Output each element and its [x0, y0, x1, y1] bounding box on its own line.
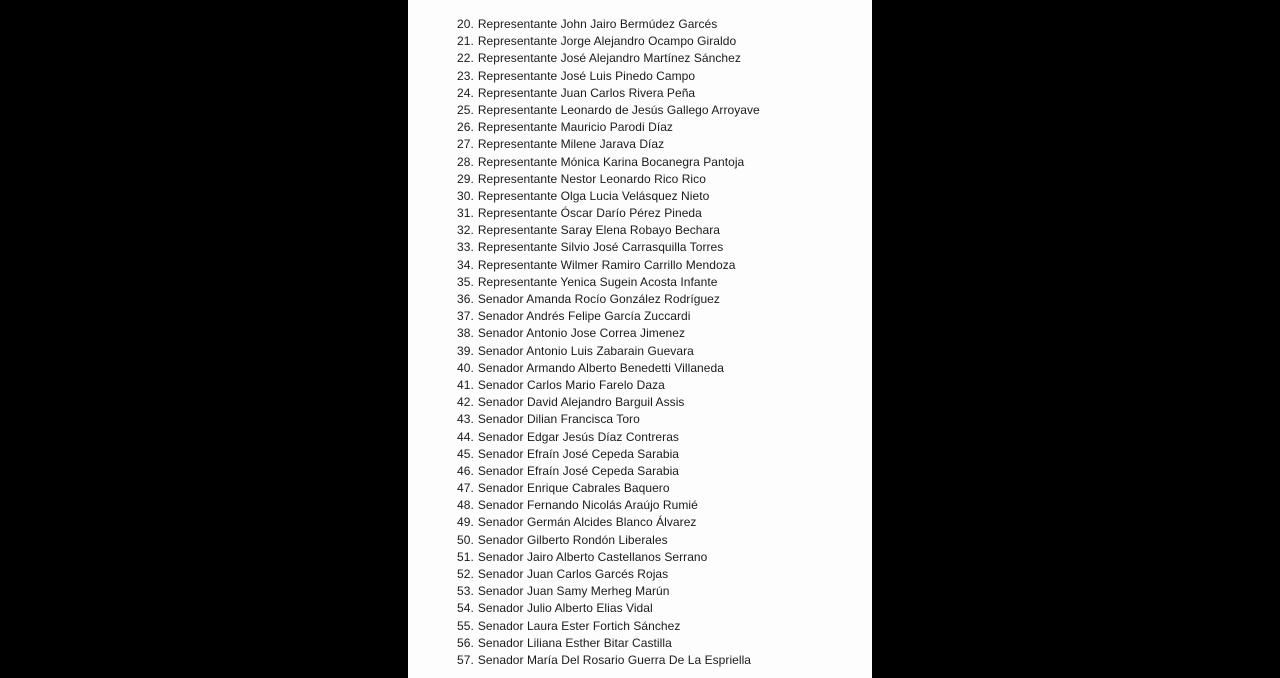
list-item-number: 24. — [457, 85, 474, 100]
list-item-number: 27. — [457, 137, 474, 152]
list-item-name: Representante Silvio José Carrasquilla Torres — [477, 240, 724, 255]
list-item-name: Representante Jorge Alejandro Ocampo Giraldo — [477, 34, 737, 49]
list-item — [457, 497, 760, 514]
list-item — [457, 343, 760, 360]
list-item-number: 26. — [457, 120, 474, 135]
list-item-name: Representante Milene Jarava Díaz — [477, 137, 665, 152]
list-item-number: 49. — [457, 515, 474, 530]
list-item-name: Senador Edgar Jesús Díaz Contreras — [477, 429, 679, 444]
list-item-number: 33. — [457, 240, 474, 255]
list-item — [457, 50, 760, 67]
list-item-number: 42. — [457, 395, 474, 410]
list-item-number: 47. — [457, 481, 474, 496]
list-item — [457, 68, 760, 85]
list-item-name: Senador Efraín José Cepeda Sarabia — [477, 446, 680, 461]
list-item-number: 20. — [457, 17, 474, 31]
list-item — [457, 429, 760, 446]
list-item-number: 23. — [457, 68, 474, 83]
list-item — [457, 119, 760, 136]
list-item — [457, 394, 760, 411]
document-page — [408, 0, 872, 678]
list-item — [457, 360, 760, 377]
list-item-number: 41. — [457, 377, 474, 392]
list-item-number: 50. — [457, 532, 474, 547]
list-item-number: 57. — [457, 652, 474, 667]
list-item-number: 55. — [457, 618, 474, 633]
list-item — [457, 136, 760, 153]
list-item-number: 40. — [457, 360, 474, 375]
list-item — [457, 171, 760, 188]
list-item-number: 44. — [457, 429, 474, 444]
list-item — [457, 652, 760, 669]
list-item-number: 32. — [457, 223, 474, 238]
list-item-number: 29. — [457, 171, 474, 186]
list-item-name: Senador Germán Alcides Blanco Álvarez — [477, 515, 697, 530]
list-item-name: Senador Andrés Felipe García Zuccardi — [477, 309, 691, 324]
list-item-number: 39. — [457, 343, 474, 358]
list-item-number: 30. — [457, 188, 474, 203]
list-item-name: Representante Mauricio Parodi Díaz — [477, 120, 673, 135]
list-item — [457, 154, 760, 171]
list-item — [457, 222, 760, 239]
list-item-number: 52. — [457, 567, 474, 581]
list-item-name: Representante Leonardo de Jesús Gallego Arroyave — [477, 102, 760, 117]
list-item-name: Senador Juan Samy Merheg Marún — [477, 584, 670, 599]
list-item-name: Representante Yenica Sugein Acosta Infante — [477, 274, 718, 289]
list-item-name: Senador Antonio Jose Correa Jimenez — [477, 326, 686, 341]
list-item — [457, 205, 760, 222]
list-item — [457, 291, 760, 308]
list-item-name: Senador Jairo Alberto Castellanos Serrano — [477, 549, 708, 564]
list-item — [457, 446, 760, 463]
list-item — [457, 618, 760, 635]
list-item — [457, 274, 760, 291]
list-item-number: 45. — [457, 446, 474, 461]
list-item-name: Representante Olga Lucia Velásquez Nieto — [477, 188, 710, 203]
list-item — [457, 308, 760, 325]
list-item-number: 28. — [457, 154, 474, 169]
list-item — [457, 239, 760, 256]
list-item-name: Senador Laura Ester Fortich Sánchez — [477, 618, 681, 633]
list-item-name: Senador Armando Alberto Benedetti Villaneda — [477, 360, 724, 375]
list-item-name: Senador Dilian Francisca Toro — [477, 412, 640, 427]
list-item — [457, 583, 760, 600]
list-item-number: 21. — [457, 34, 474, 49]
list-item-number: 38. — [457, 326, 474, 341]
list-item — [457, 377, 760, 394]
list-item-name: Senador Fernando Nicolás Araújo Rumié — [477, 498, 698, 513]
list-item — [457, 566, 760, 583]
list-item-name: Senador Efraín José Cepeda Sarabia — [477, 463, 680, 478]
list-item-name: Senador Enrique Cabrales Baquero — [477, 481, 670, 496]
list-item — [457, 16, 760, 33]
list-item-name: Senador Julio Alberto Elias Vidal — [477, 601, 653, 616]
list-item-name: Senador María Del Rosario Guerra De La Espriella — [477, 652, 752, 667]
list-item — [457, 463, 760, 480]
list-item-name: Senador David Alejandro Barguil Assis — [477, 395, 685, 410]
list-item — [457, 411, 760, 428]
list-item-name: Representante Óscar Darío Pérez Pineda — [477, 206, 702, 221]
list-item-number: 34. — [457, 257, 474, 272]
list-item-number: 36. — [457, 292, 474, 306]
list-item-name: Senador Gilberto Rondón Liberales — [477, 532, 668, 547]
list-item-number: 53. — [457, 584, 474, 599]
list-item — [457, 549, 760, 566]
list-item-number: 37. — [457, 309, 474, 324]
list-item-name: Senador Juan Carlos Garcés Rojas — [477, 567, 669, 581]
list-item-number: 51. — [457, 549, 474, 564]
list-item-name: Senador Carlos Mario Farelo Daza — [477, 377, 665, 392]
list-item-name: Senador Antonio Luis Zabarain Guevara — [477, 343, 694, 358]
list-item-name: Senador Liliana Esther Bitar Castilla — [477, 635, 672, 650]
list-item — [457, 85, 760, 102]
list-item-number: 43. — [457, 412, 474, 427]
list-item-name: Representante Nestor Leonardo Rico Rico — [477, 171, 706, 186]
list-item — [457, 514, 760, 531]
list-item — [457, 257, 760, 274]
list-item-number: 31. — [457, 206, 474, 221]
list-item-name: Representante José Luis Pinedo Campo — [477, 68, 696, 83]
list-item-name: Representante Mónica Karina Bocanegra Pantoja — [477, 154, 745, 169]
list-item — [457, 33, 760, 50]
list-item-name: Representante Wilmer Ramiro Carrillo Mendoza — [477, 257, 736, 272]
list-item — [457, 600, 760, 617]
list-item — [457, 102, 760, 119]
list-item — [457, 635, 760, 652]
list-item-number: 35. — [457, 274, 474, 289]
list-item-number: 25. — [457, 102, 474, 117]
signatory-list — [457, 16, 760, 669]
list-item-name: Representante John Jairo Bermúdez Garcés — [477, 17, 718, 31]
list-item-name: Representante José Alejandro Martínez Sánchez — [477, 51, 741, 66]
list-item-name: Representante Juan Carlos Rivera Peña — [477, 85, 696, 100]
list-item-number: 54. — [457, 601, 474, 616]
list-item-number: 46. — [457, 463, 474, 478]
list-item-name: Senador Amanda Rocío González Rodríguez — [477, 292, 720, 306]
list-item — [457, 532, 760, 549]
list-item-number: 56. — [457, 635, 474, 650]
list-item-name: Representante Saray Elena Robayo Bechara — [477, 223, 720, 238]
list-item-number: 48. — [457, 498, 474, 513]
list-item — [457, 480, 760, 497]
list-item — [457, 188, 760, 205]
list-item-number: 22. — [457, 51, 474, 66]
list-item — [457, 325, 760, 342]
